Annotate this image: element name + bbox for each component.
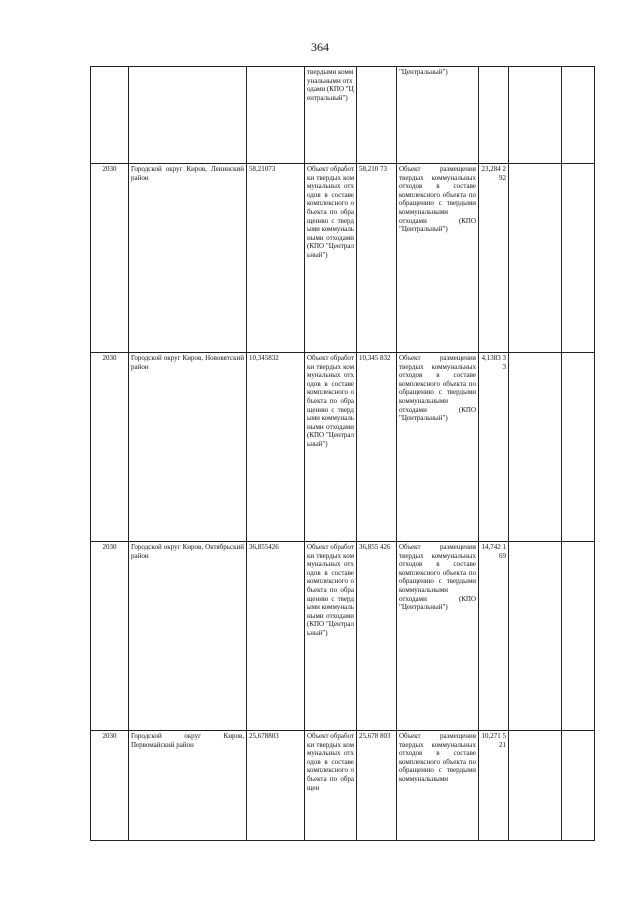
cell-value3: 23,284 292 bbox=[479, 164, 509, 353]
waste-objects-table bbox=[90, 66, 595, 841]
cell-district: Городской округ Киров, Ленинский район bbox=[129, 164, 247, 353]
cell-value2 bbox=[357, 67, 397, 164]
cell-year bbox=[91, 67, 129, 164]
cell-object2: Объект размещения твердых коммунальных отходов в составе комплексного объекта по обращению с твердыми коммунальными bbox=[397, 731, 479, 841]
cell-object2: Объект размещения твердых коммунальных отходов в составе комплексного объекта по обращению с твердыми коммунальными отходами (КПО "Центральный") bbox=[397, 353, 479, 542]
cell-value: 36,855426 bbox=[247, 542, 305, 731]
cell-object: Объект обработки твердых коммунальных отходов в составе комплексного объекта по обращен bbox=[305, 731, 357, 841]
page-number: 364 bbox=[311, 40, 329, 54]
cell-value3 bbox=[479, 67, 509, 164]
cell-district bbox=[129, 67, 247, 164]
cell-value2: 10,345 832 bbox=[357, 353, 397, 542]
cell-extra1 bbox=[509, 542, 562, 731]
cell-value2: 36,855 426 bbox=[357, 542, 397, 731]
cell-extra1 bbox=[509, 731, 562, 841]
table-row bbox=[91, 542, 595, 731]
cell-object2: Объект размещения твердых коммунальных отходов в составе комплексного объекта по обращению с твердыми коммунальными отходами (КПО "Центральный") bbox=[397, 164, 479, 353]
cell-year: 2030 bbox=[91, 164, 129, 353]
cell-extra2 bbox=[562, 164, 595, 353]
table-row bbox=[91, 164, 595, 353]
cell-value bbox=[247, 67, 305, 164]
table-row bbox=[91, 731, 595, 841]
cell-district: Городской округ Киров, Первомайский район bbox=[129, 731, 247, 841]
cell-year: 2030 bbox=[91, 731, 129, 841]
cell-object: твердыми коммунальными отходами (КПО "Центральный") bbox=[305, 67, 357, 164]
cell-value: 25,678803 bbox=[247, 731, 305, 841]
cell-value2: 58,210 73 bbox=[357, 164, 397, 353]
cell-object: Объект обработки твердых коммунальных отходов в составе комплексного объекта по обращению с твердыми коммунальными отходами (КПО "Центральный") bbox=[305, 164, 357, 353]
table-row bbox=[91, 353, 595, 542]
cell-value2: 25,678 803 bbox=[357, 731, 397, 841]
cell-extra2 bbox=[562, 731, 595, 841]
cell-value: 10,345832 bbox=[247, 353, 305, 542]
cell-district: Городской округ Киров, Нововятский район bbox=[129, 353, 247, 542]
cell-extra2 bbox=[562, 353, 595, 542]
cell-extra2 bbox=[562, 67, 595, 164]
cell-extra1 bbox=[509, 353, 562, 542]
cell-object: Объект обработки твердых коммунальных отходов в составе комплексного объекта по обращению с твердыми коммунальными отходами (КПО "Центральный") bbox=[305, 353, 357, 542]
cell-object2: "Центральный") bbox=[397, 67, 479, 164]
cell-extra2 bbox=[562, 542, 595, 731]
cell-object: Объект обработки твердых коммунальных отходов в составе комплексного объекта по обращению с твердыми коммунальными отходами (КПО "Центральный") bbox=[305, 542, 357, 731]
cell-value3: 14,742 169 bbox=[479, 542, 509, 731]
cell-value: 58,21073 bbox=[247, 164, 305, 353]
cell-extra1 bbox=[509, 67, 562, 164]
cell-extra1 bbox=[509, 164, 562, 353]
table-row-continued bbox=[91, 67, 595, 164]
cell-district: Городской округ Киров, Октябрьский район bbox=[129, 542, 247, 731]
cell-object2: Объект размещения твердых коммунальных отходов в составе комплексного объекта по обращению с твердыми коммунальными отходами (КПО "Центральный") bbox=[397, 542, 479, 731]
cell-value3: 4,1383 33 bbox=[479, 353, 509, 542]
cell-value3: 10,271 521 bbox=[479, 731, 509, 841]
cell-year: 2030 bbox=[91, 353, 129, 542]
cell-year: 2030 bbox=[91, 542, 129, 731]
